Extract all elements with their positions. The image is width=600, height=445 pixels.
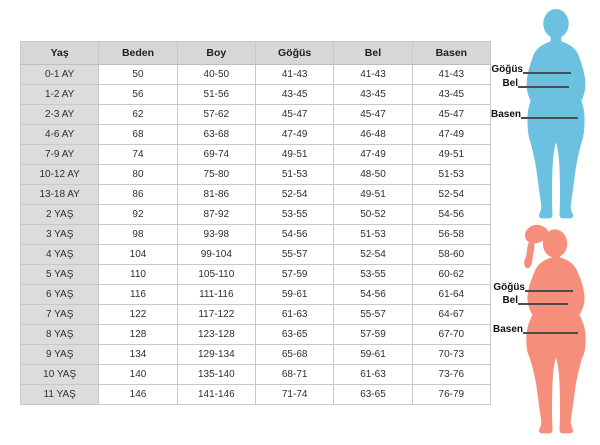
table-row [21, 145, 491, 165]
boy-hip-measure [486, 107, 578, 120]
table-cell: 51-53 [334, 225, 412, 245]
boy-chest-label: Göğüs [491, 64, 523, 75]
girl-chest-line [525, 290, 573, 292]
table-cell: 61-63 [255, 305, 333, 325]
table-cell: 135-140 [177, 365, 255, 385]
table-cell: 51-56 [177, 85, 255, 105]
table-cell: 140 [99, 365, 177, 385]
table-cell: 92 [99, 205, 177, 225]
table-cell: 52-54 [412, 185, 490, 205]
table-cell: 52-54 [255, 185, 333, 205]
row-header-age: 2-3 AY [21, 105, 99, 125]
girl-waist-line [518, 303, 568, 305]
table-cell: 41-43 [334, 65, 412, 85]
size-chart-table [20, 41, 491, 405]
table-cell: 43-45 [412, 85, 490, 105]
girl-ponytail-strand-shape [524, 240, 534, 269]
row-header-age: 6 YAŞ [21, 285, 99, 305]
table-row [21, 345, 491, 365]
table-cell: 146 [99, 385, 177, 405]
table-cell: 47-49 [255, 125, 333, 145]
table-cell: 45-47 [334, 105, 412, 125]
table-row [21, 325, 491, 345]
table-cell: 54-56 [412, 205, 490, 225]
table-cell: 49-51 [412, 145, 490, 165]
row-header-age: 7-9 AY [21, 145, 99, 165]
table-cell: 58-60 [412, 245, 490, 265]
table-cell: 71-74 [255, 385, 333, 405]
table-cell: 123-128 [177, 325, 255, 345]
table-cell: 68 [99, 125, 177, 145]
table-cell: 59-61 [255, 285, 333, 305]
table-header-row [21, 42, 491, 65]
table-row [21, 245, 491, 265]
table-cell: 48-50 [334, 165, 412, 185]
table-row [21, 105, 491, 125]
row-header-age: 13-18 AY [21, 185, 99, 205]
table-cell: 75-80 [177, 165, 255, 185]
table-cell: 76-79 [412, 385, 490, 405]
column-header-height: Boy [177, 42, 255, 65]
row-header-age: 8 YAŞ [21, 325, 99, 345]
table-cell: 43-45 [255, 85, 333, 105]
boy-waist-label: Bel [502, 78, 518, 89]
row-header-age: 1-2 AY [21, 85, 99, 105]
table-cell: 122 [99, 305, 177, 325]
table-cell: 43-45 [334, 85, 412, 105]
table-cell: 47-49 [334, 145, 412, 165]
boy-chest-line [523, 72, 571, 74]
table-cell: 40-50 [177, 65, 255, 85]
table-cell: 61-64 [412, 285, 490, 305]
row-header-age: 10-12 AY [21, 165, 99, 185]
boy-waist-line [518, 86, 569, 88]
table-cell: 57-59 [334, 325, 412, 345]
table-cell: 80 [99, 165, 177, 185]
table-cell: 41-43 [255, 65, 333, 85]
table-cell: 99-104 [177, 245, 255, 265]
girl-chest-measure [486, 280, 573, 293]
girl-hip-measure [486, 322, 578, 335]
table-cell: 59-61 [334, 345, 412, 365]
table-cell: 63-65 [334, 385, 412, 405]
row-header-age: 11 YAŞ [21, 385, 99, 405]
table-cell: 128 [99, 325, 177, 345]
table-cell: 55-57 [334, 305, 412, 325]
table-cell: 52-54 [334, 245, 412, 265]
row-header-age: 7 YAŞ [21, 305, 99, 325]
table-cell: 54-56 [334, 285, 412, 305]
table-row [21, 205, 491, 225]
table-cell: 57-59 [255, 265, 333, 285]
table-row [21, 225, 491, 245]
row-header-age: 9 YAŞ [21, 345, 99, 365]
table-row [21, 385, 491, 405]
table-cell: 86 [99, 185, 177, 205]
table-cell: 116 [99, 285, 177, 305]
table-row [21, 125, 491, 145]
row-header-age: 3 YAŞ [21, 225, 99, 245]
table-cell: 117-122 [177, 305, 255, 325]
table-row [21, 265, 491, 285]
boy-hip-label: Basen [490, 109, 521, 120]
table-cell: 62 [99, 105, 177, 125]
column-header-age: Yaş [21, 42, 99, 65]
column-header-size: Beden [99, 42, 177, 65]
table-cell: 87-92 [177, 205, 255, 225]
boy-chest-measure [486, 62, 571, 75]
table-row [21, 65, 491, 85]
table-cell: 104 [99, 245, 177, 265]
table-cell: 53-55 [255, 205, 333, 225]
girl-chest-label: Göğüs [493, 282, 525, 293]
table-cell: 93-98 [177, 225, 255, 245]
row-header-age: 5 YAŞ [21, 265, 99, 285]
table-row [21, 285, 491, 305]
table-cell: 41-43 [412, 65, 490, 85]
row-header-age: 4-6 AY [21, 125, 99, 145]
row-header-age: 10 YAŞ [21, 365, 99, 385]
table-cell: 65-68 [255, 345, 333, 365]
table-cell: 57-62 [177, 105, 255, 125]
table-cell: 47-49 [412, 125, 490, 145]
table-cell: 63-65 [255, 325, 333, 345]
table-cell: 69-74 [177, 145, 255, 165]
table-cell: 46-48 [334, 125, 412, 145]
table-cell: 49-51 [255, 145, 333, 165]
row-header-age: 2 YAŞ [21, 205, 99, 225]
girl-body-shape [526, 250, 585, 433]
table-cell: 55-57 [255, 245, 333, 265]
table-row [21, 305, 491, 325]
table-cell: 54-56 [255, 225, 333, 245]
row-header-age: 4 YAŞ [21, 245, 99, 265]
girl-hip-label: Basen [492, 324, 523, 335]
table-cell: 51-53 [255, 165, 333, 185]
table-cell: 73-76 [412, 365, 490, 385]
table-cell: 111-116 [177, 285, 255, 305]
girl-waist-measure [486, 293, 568, 306]
table-cell: 61-63 [334, 365, 412, 385]
table-cell: 45-47 [412, 105, 490, 125]
table-cell: 141-146 [177, 385, 255, 405]
table-cell: 49-51 [334, 185, 412, 205]
table-cell: 98 [99, 225, 177, 245]
table-cell: 45-47 [255, 105, 333, 125]
girl-hip-line [523, 332, 578, 334]
table-cell: 129-134 [177, 345, 255, 365]
table-cell: 134 [99, 345, 177, 365]
table-cell: 110 [99, 265, 177, 285]
table-cell: 53-55 [334, 265, 412, 285]
girl-waist-label: Bel [502, 295, 518, 306]
table-cell: 74 [99, 145, 177, 165]
table-row [21, 365, 491, 385]
table-cell: 63-68 [177, 125, 255, 145]
table-cell: 51-53 [412, 165, 490, 185]
column-header-waist: Bel [334, 42, 412, 65]
table-cell: 50-52 [334, 205, 412, 225]
table-cell: 50 [99, 65, 177, 85]
table-row [21, 165, 491, 185]
boy-hip-line [521, 117, 578, 119]
table-cell: 105-110 [177, 265, 255, 285]
table-cell: 64-67 [412, 305, 490, 325]
boy-waist-measure [486, 76, 569, 89]
column-header-chest: Göğüs [255, 42, 333, 65]
table-body [21, 65, 491, 405]
table-row [21, 85, 491, 105]
table-cell: 56-58 [412, 225, 490, 245]
column-header-hip: Basen [412, 42, 490, 65]
table-cell: 56 [99, 85, 177, 105]
table-cell: 68-71 [255, 365, 333, 385]
table-cell: 60-62 [412, 265, 490, 285]
table-cell: 67-70 [412, 325, 490, 345]
table-cell: 70-73 [412, 345, 490, 365]
row-header-age: 0-1 AY [21, 65, 99, 85]
table-row [21, 185, 491, 205]
table-cell: 81-86 [177, 185, 255, 205]
